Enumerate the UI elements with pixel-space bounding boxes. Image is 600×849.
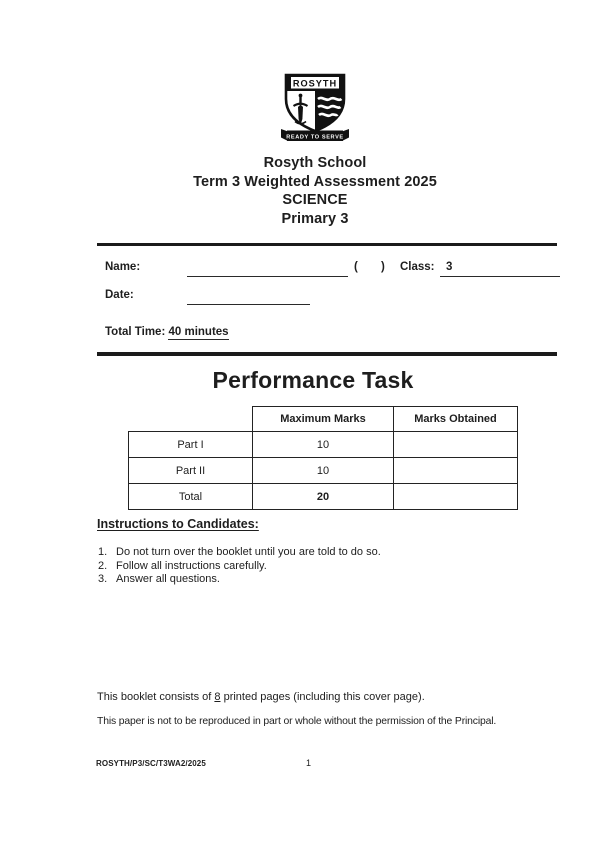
instruction-number: 2.: [98, 559, 108, 572]
class-label: Class:: [400, 261, 435, 273]
school-crest-logo: [277, 68, 353, 144]
instruction-text: Answer all questions.: [116, 573, 220, 585]
reproduction-note: This paper is not to be reproduced in part or whole without the permission of the Principal.: [97, 716, 497, 727]
instruction-number: 3.: [98, 573, 108, 585]
table-row-part-1: [129, 432, 518, 458]
total-time-value: 40 minutes: [168, 326, 229, 338]
row-label: Part II: [129, 458, 253, 484]
index-paren-close: ): [381, 261, 385, 273]
row-label: Part I: [129, 432, 253, 458]
instruction-text: Do not turn over the booklet until you are told to do so.: [116, 546, 381, 558]
instructions-list: [98, 546, 518, 587]
top-divider-rule: [97, 243, 557, 246]
instruction-text: Follow all instructions carefully.: [116, 559, 267, 572]
name-fill-line: [187, 262, 348, 277]
booklet-page-count: 8: [214, 691, 221, 703]
marks-obtained-cell: [394, 458, 518, 484]
booklet-note-suffix: printed pages (including this cover page).: [220, 691, 425, 703]
table-row-total: [129, 484, 518, 510]
level-line: Primary 3: [281, 210, 349, 227]
total-time-row: [105, 326, 229, 338]
maximum-marks-value: 10: [253, 458, 394, 484]
column-header-maximum-marks: Maximum Marks: [253, 407, 394, 432]
booklet-note-prefix: This booklet consists of: [97, 691, 215, 703]
document-code: ROSYTH/P3/SC/T3WA2/2025: [96, 759, 206, 768]
row-label: Total: [129, 484, 253, 510]
class-fill-line: [440, 261, 560, 277]
exam-title-block: [85, 154, 545, 228]
school-name-line: Rosyth School: [263, 155, 367, 171]
instructions-heading: Instructions to Candidates:: [97, 517, 259, 531]
table-row-part-2: [129, 458, 518, 484]
marks-obtained-cell: [394, 432, 518, 458]
instruction-item: [98, 560, 518, 574]
table-header-row: [129, 407, 518, 432]
column-header-marks-obtained: Marks Obtained: [394, 407, 518, 432]
date-fill-line: [187, 290, 310, 305]
booklet-pages-note: [97, 691, 425, 703]
marks-table: [128, 406, 518, 510]
total-time-label: Total Time:: [105, 326, 166, 338]
instruction-item: [98, 573, 518, 587]
crest-icon: [277, 68, 353, 144]
date-label: Date:: [105, 289, 134, 301]
instruction-item: [98, 546, 518, 560]
crest-motto: READY TO SERVE: [286, 134, 344, 141]
crest-school-name: ROSYTH: [292, 78, 338, 89]
maximum-marks-value: 10: [253, 432, 394, 458]
maximum-marks-total: 20: [253, 484, 394, 510]
section-divider-rule: [97, 352, 557, 356]
assessment-line: Term 3 Weighted Assessment 2025: [193, 173, 437, 190]
class-value: 3: [446, 261, 453, 273]
page-number: 1: [306, 758, 312, 768]
section-title: Performance Task: [212, 367, 414, 393]
name-label: Name:: [105, 261, 141, 273]
marks-obtained-cell: [394, 484, 518, 510]
subject-line: SCIENCE: [282, 192, 348, 208]
instruction-number: 1.: [98, 546, 108, 558]
index-paren-open: (: [354, 261, 358, 273]
blank-header-cell: [129, 407, 253, 432]
